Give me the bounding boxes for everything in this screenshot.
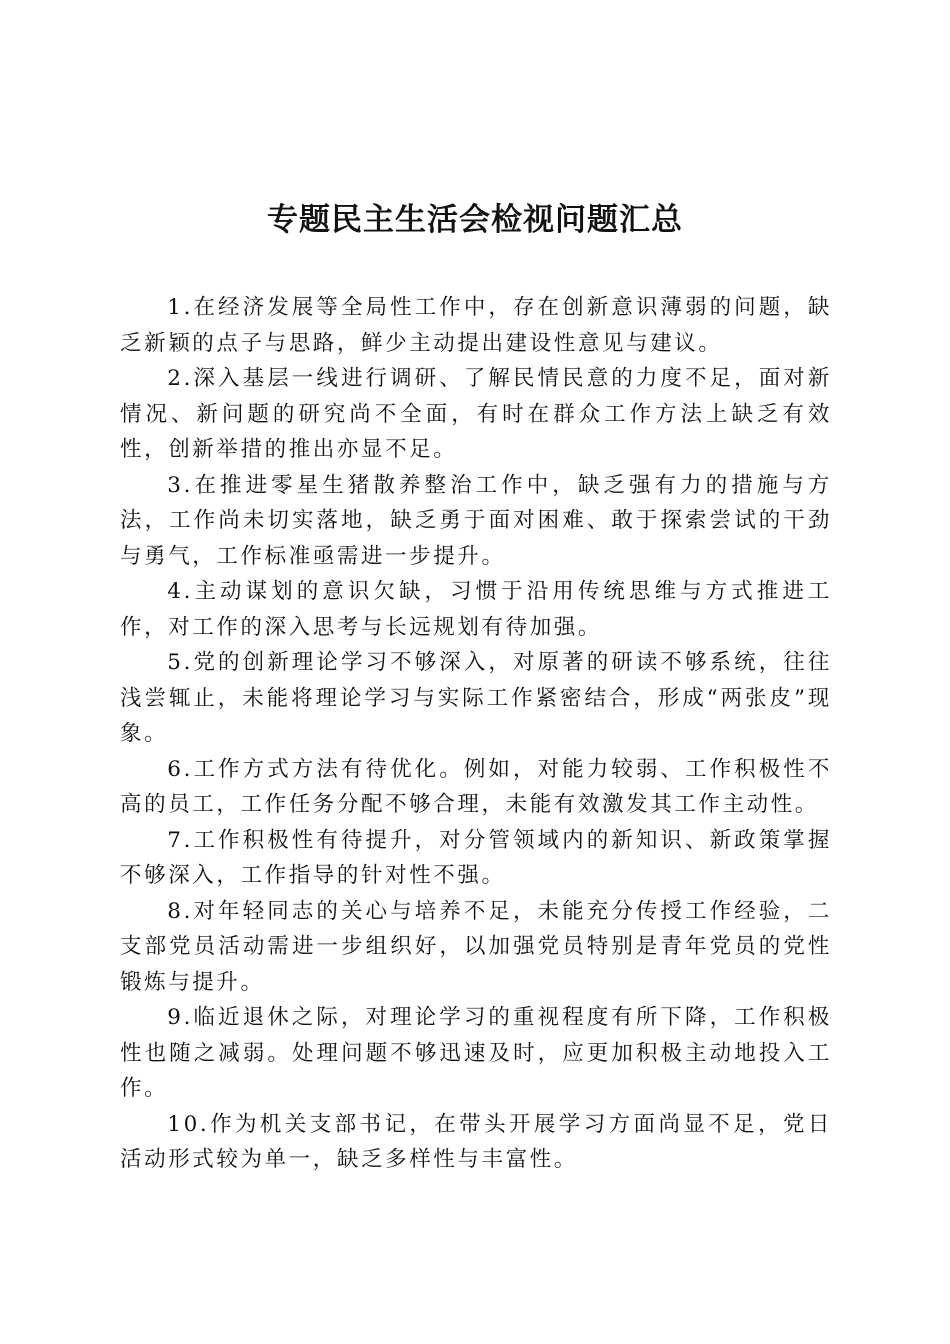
issue-paragraph-1: 1.在经济发展等全局性工作中，存在创新意识薄弱的问题，缺乏新颖的点子与思路，鲜少主动提出建设性意见与建议。 (120, 295, 832, 356)
issue-paragraph-10: 10.作为机关支部书记，在带头开展学习方面尚显不足，党日活动形式较为单一，缺乏多样性与丰富性。 (120, 1111, 832, 1172)
issue-paragraph-5: 5.党的创新理论学习不够深入，对原著的研读不够系统，往往浅尝辄止，未能将理论学习与实际工作紧密结合，形成“两张皮”现象。 (120, 650, 832, 746)
issue-paragraph-7: 7.工作积极性有待提升，对分管领域内的新知识、新政策掌握不够深入，工作指导的针对性不强。 (120, 827, 832, 888)
issue-paragraph-6: 6.工作方式方法有待优化。例如，对能力较弱、工作积极性不高的员工，工作任务分配不够合理，未能有效激发其工作主动性。 (120, 756, 832, 817)
issue-paragraph-9: 9.临近退休之际，对理论学习的重视程度有所下降，工作积极性也随之减弱。处理问题不够迅速及时，应更加积极主动地投入工作。 (120, 1005, 832, 1101)
document-body (120, 290, 832, 1178)
issue-paragraph-2: 2.深入基层一线进行调研、了解民情民意的力度不足，面对新情况、新问题的研究尚不全面，有时在群众工作方法上缺乏有效性，创新举措的推出亦显不足。 (120, 366, 832, 462)
issue-paragraph-3: 3.在推进零星生猪散养整治工作中，缺乏强有力的措施与方法，工作尚未切实落地，缺乏勇于面对困难、敢于探索尝试的干劲与勇气，工作标准亟需进一步提升。 (120, 472, 832, 569)
issue-paragraph-4: 4.主动谋划的意识欠缺，习惯于沿用传统思维与方式推进工作，对工作的深入思考与长远规划有待加强。 (120, 579, 832, 640)
issue-paragraph-8: 8.对年轻同志的关心与培养不足，未能充分传授工作经验，二支部党员活动需进一步组织好，以加强党员特别是青年党员的党性锻炼与提升。 (120, 898, 832, 995)
document-title: 专题民主生活会检视问题汇总 (267, 202, 683, 238)
